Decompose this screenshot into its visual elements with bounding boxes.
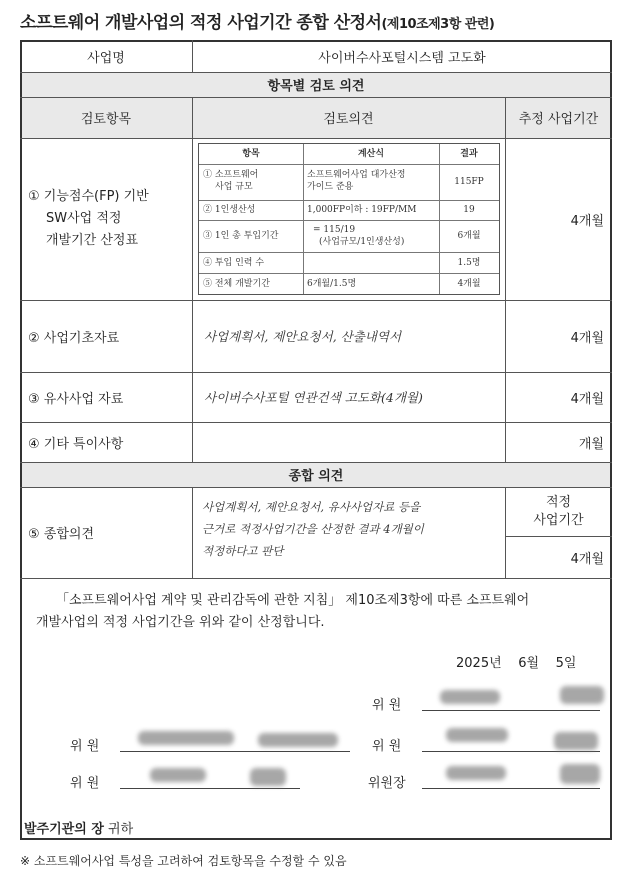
calc-row-result: 1.5명 bbox=[457, 257, 481, 268]
row1-period: 4개월 bbox=[570, 213, 604, 229]
redacted-name bbox=[446, 728, 508, 742]
row3-opinion: 사이버수사포털 연관건색 고도화(4개월) bbox=[204, 390, 423, 405]
signature-line bbox=[422, 710, 600, 711]
signature-line bbox=[120, 788, 300, 789]
calc-row-item: ④ 투입 인력 수 bbox=[203, 257, 265, 268]
calc-row-item: ① 소프트웨어 사업 규모 bbox=[203, 170, 259, 192]
redacted-name bbox=[446, 766, 506, 780]
redacted-signature bbox=[560, 764, 600, 784]
overall-section-title: 종합 의견 bbox=[288, 469, 344, 484]
calc-row-formula: = 115/19 (사업규모/1인생산성) bbox=[313, 225, 405, 247]
statement: 「소프트웨어사업 계약 및 관리감독에 관한 지침」 제10조제3항에 따른 소프트웨어 개발사업의 적정 사업기간을 위와 같이 산정합니다. bbox=[36, 593, 530, 630]
project-name-value: 사이버수사포털시스템 고도화 bbox=[318, 50, 486, 66]
row5-period-title: 적정 사업기간 bbox=[533, 495, 584, 528]
calc-header-formula: 계산식 bbox=[357, 149, 385, 159]
row5-opinion: 사업계획서, 제안요청서, 유사사업자료 등을 근거로 적정사업기간을 산정한 결과 4개월이 적정하다고 판단 bbox=[202, 500, 424, 558]
chair-label: 위원장 bbox=[368, 776, 406, 791]
header-estimated-period: 추정 사업기간 bbox=[518, 112, 599, 127]
redacted-name bbox=[440, 690, 500, 704]
row4-period: 개월 bbox=[578, 436, 604, 452]
redacted-signature bbox=[560, 686, 604, 704]
redacted-signature bbox=[250, 768, 286, 786]
header-review-item: 검토항목 bbox=[80, 112, 132, 127]
calc-row-item: ③ 1인 총 투입기간 bbox=[203, 231, 279, 241]
row2-label: ② 사업기초자료 bbox=[28, 330, 120, 346]
row4-label: ④ 기타 특이사항 bbox=[28, 436, 124, 452]
redacted-signature bbox=[258, 733, 338, 747]
calc-header-result: 결과 bbox=[460, 149, 478, 159]
review-section-title: 항목별 검토 의견 bbox=[267, 79, 365, 94]
member-label: 위 원 bbox=[372, 739, 402, 754]
calc-row-result: 19 bbox=[463, 205, 475, 215]
row5-label: ⑤ 종합의견 bbox=[28, 527, 95, 542]
member-label: 위 원 bbox=[70, 776, 100, 791]
member-label: 위 원 bbox=[70, 739, 100, 754]
footnote: ※ 소프트웨어사업 특성을 고려하여 검토항목을 수정할 수 있음 bbox=[20, 854, 347, 868]
calc-row-item: ⑤ 전체 개발기간 bbox=[203, 278, 270, 289]
calc-row-formula: 소프트웨어사업 대가산정 가이드 준용 bbox=[307, 170, 406, 192]
row4-opinion bbox=[204, 422, 504, 462]
calc-row-formula: 1,000FP이하 : 19FP/MM bbox=[307, 205, 417, 215]
member-label: 위 원 bbox=[372, 698, 402, 713]
header-review-opinion: 검토의견 bbox=[323, 112, 374, 127]
signature-line bbox=[120, 751, 350, 752]
signature-line bbox=[422, 788, 600, 789]
calc-row-formula: 6개월/1.5명 bbox=[307, 278, 357, 289]
fp-calculation-table bbox=[198, 143, 500, 295]
row5-period: 4개월 bbox=[570, 552, 604, 567]
redacted-name bbox=[138, 731, 234, 745]
calc-row-result: 6개월 bbox=[457, 231, 481, 241]
document-title: 소프트웨어 개발사업의 적정 사업기간 종합 산정서(제10조제3항 관련) bbox=[20, 13, 495, 33]
redacted-name bbox=[150, 768, 206, 782]
row2-period: 4개월 bbox=[570, 330, 604, 346]
calc-row-formula bbox=[307, 252, 439, 273]
redacted-signature bbox=[554, 732, 598, 750]
calc-header-item: 항목 bbox=[242, 149, 260, 159]
calc-row-result: 4개월 bbox=[457, 278, 481, 289]
recipient: 발주기관의 장 귀하 bbox=[24, 822, 134, 837]
signature-line bbox=[422, 751, 600, 752]
project-name-label: 사업명 bbox=[87, 50, 125, 66]
row3-period: 4개월 bbox=[570, 391, 604, 407]
row3-label: ③ 유사사업 자료 bbox=[28, 391, 124, 407]
calc-row-item: ② 1인생산성 bbox=[203, 205, 256, 215]
calc-row-result: 115FP bbox=[454, 177, 484, 187]
row1-label: ① 기능점수(FP) 기반 SW사업 적정 개발기간 산정표 bbox=[28, 189, 149, 248]
row2-opinion: 사업계획서, 제안요청서, 산출내역서 bbox=[204, 329, 402, 344]
assessment-date: 2025년 6월 5일 bbox=[456, 656, 577, 671]
title-reference: (제10조제3항 관련) bbox=[381, 17, 495, 32]
